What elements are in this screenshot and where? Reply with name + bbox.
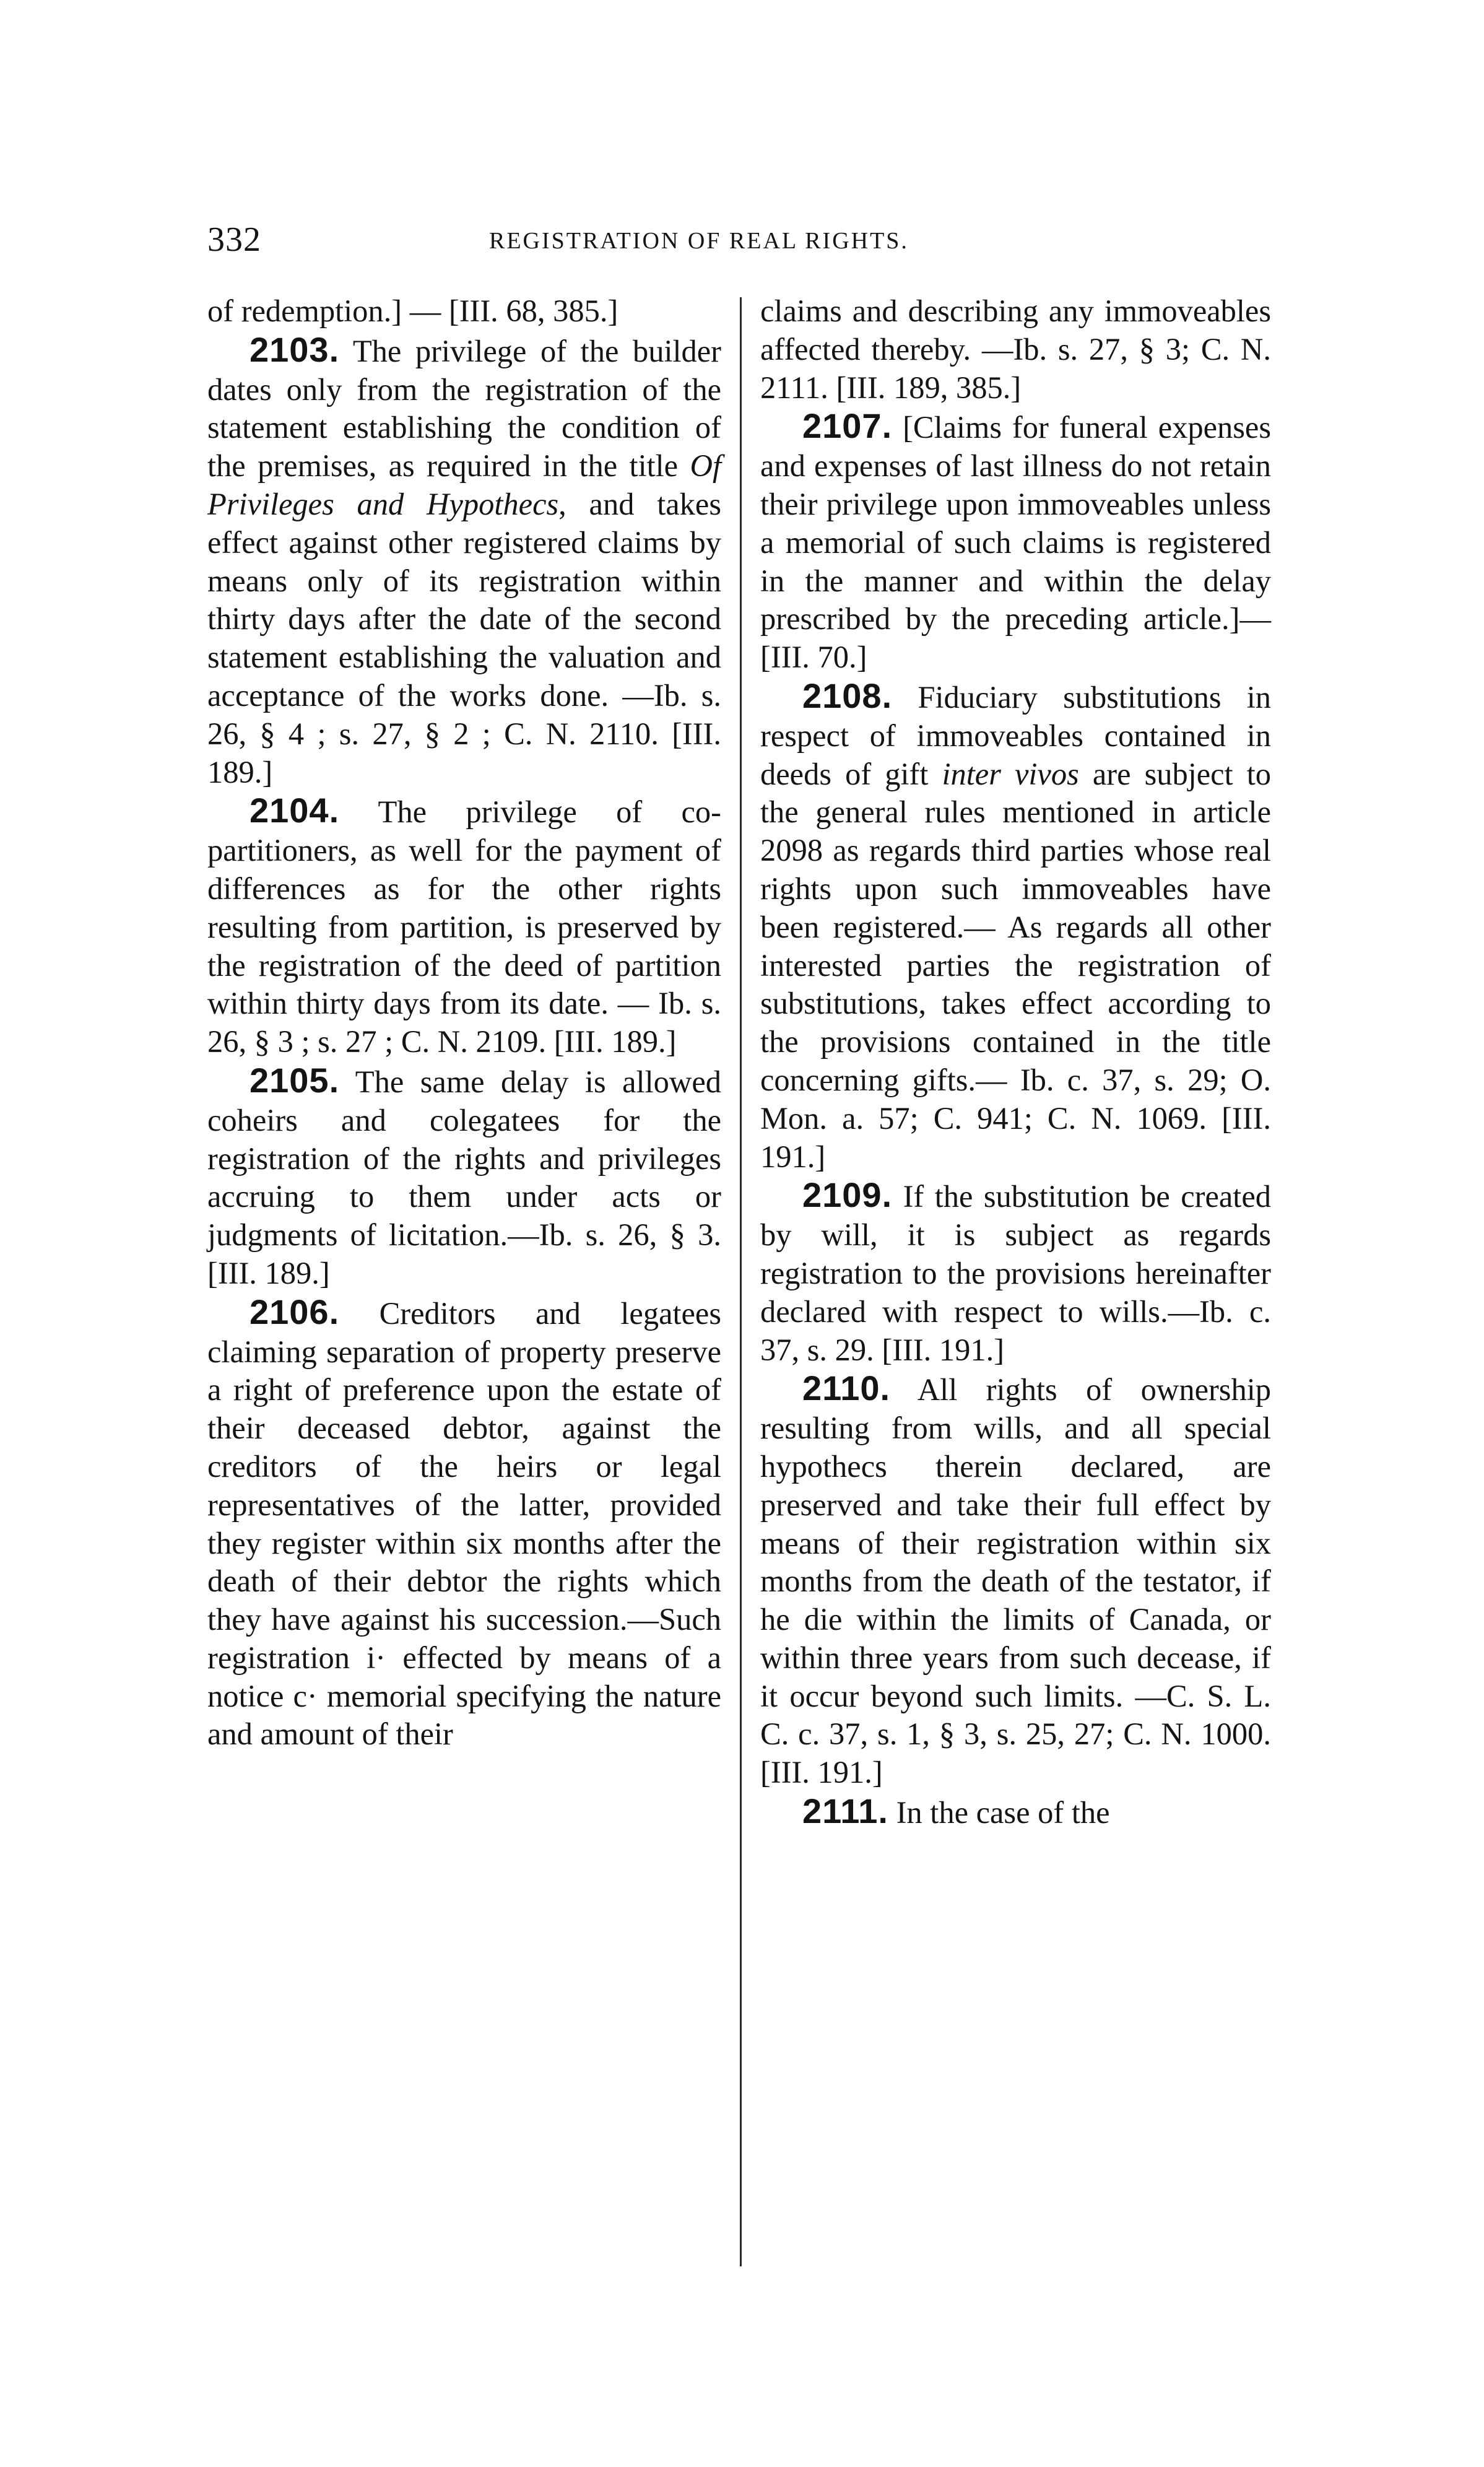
article-2110 [760,1369,1271,1792]
column-divider [740,297,742,2266]
article-number: 2103. [250,329,340,369]
article-text: The same delay is allowed coheirs and colegatees for the registration of the rights and privileges accruing to them under acts or judgments of licitation.—Ib. s. 26, § 3. [III. 189.] [207,1064,721,1290]
article-2108 [760,677,1271,1176]
article-text: All rights of ownership resulting from wills, and all special hypothecs therein declared, are preserved and take their full effect by means of their registration within six months from the death of the testator, if he die within the limits of Canada, or within three years from such decease, if it occur beyond such limits. —C. S. L. C. c. 37, s. 1, § 3, s. 25, 27; C. N. 1000. [III. 191.] [760,1372,1271,1790]
article-number: 2109. [802,1175,893,1215]
left-column [207,292,721,1754]
article-number: 2110. [802,1368,891,1408]
article-2111 [760,1792,1271,1832]
article-text: The privilege of the builder dates only from the registration of the statement establishing the condition of the premises, as required in the title [207,333,721,484]
article-2104 [207,791,721,1061]
article-number: 2106. [250,1292,340,1331]
article-2107 [760,407,1271,677]
title-reference: Of Privileges and Hypothecs [207,448,721,521]
running-title: REGISTRATION OF REAL RIGHTS. [489,228,909,254]
latin-phrase: inter vivos [942,756,1079,791]
article-number: 2108. [802,676,893,715]
article-text: If the substitution be created by will, it is subject as regards registration to the provisions hereinafter declared with respect to wills.—Ib. c. 37, s. 29. [III. 191.] [760,1179,1271,1367]
article-number: 2107. [802,406,893,446]
right-column [760,292,1271,1832]
article-text: The privilege of co-partitioners, as well for the payment of differences as for the other rights resulting from partition, is preserved by the registration of the deed of partition within thirty days from its date. — Ib. s. 26, § 3 ; s. 27 ; C. N. 2109. [III. 189.] [207,794,721,1059]
article-text: Creditors and legatees claiming separation of property preserve a right of preference upon the estate of their deceased debtor, against the creditors of the heirs or legal representatives of the latter, provided they register within six months after the death of their debtor the rights which they have against his succession.—Such registration i· effected by means of a notice c· memorial specifying the nature and amount of their [207,1295,721,1752]
continued-text: of redemption.] — [III. 68, 385.] [207,294,618,328]
article-2103 [207,331,721,792]
article-text: Fiduciary substitutions in respect of immoveables contained in deeds of gift [760,679,1271,791]
article-text: , and takes effect against other registered claims by means only of its registration within thirty days after the date of the second statement establishing the valuation and acceptance of the works done. —Ib. s. 26, § 4 ; s. 27, § 2 ; C. N. 2110. [III. 189.] [207,486,721,790]
article-text: In the case of the [888,1795,1110,1830]
continued-text: claims and describing any immoveables affected thereby. —Ib. s. 27, § 3; C. N. 2111. [III. 189, 385.] [760,294,1271,405]
article-number: 2111. [802,1791,888,1831]
article-number: 2105. [250,1060,340,1100]
running-head [207,220,1285,263]
article-2105 [207,1061,721,1293]
article-number: 2104. [250,791,340,830]
article-text: [Claims for funeral expenses and expenses of last illness do not retain their privilege upon immoveables unless a memorial of such claims is registered in the manner and within the delay prescribed by the preceding article.]—[III. 70.] [760,410,1271,675]
article-2109 [760,1176,1271,1369]
page-number: 332 [207,220,261,259]
article-text: are subject to the general rules mentioned in article 2098 as regards third parties whose real rights upon such immoveables have been registered.— As regards all other interested parties the registration of substitutions, takes effect according to the provisions contained in the title concerning gifts.— Ib. c. 37, s. 29; O. Mon. a. 57; C. 941; C. N. 1069. [III. 191.] [760,756,1272,1174]
article-2106 [207,1293,721,1754]
